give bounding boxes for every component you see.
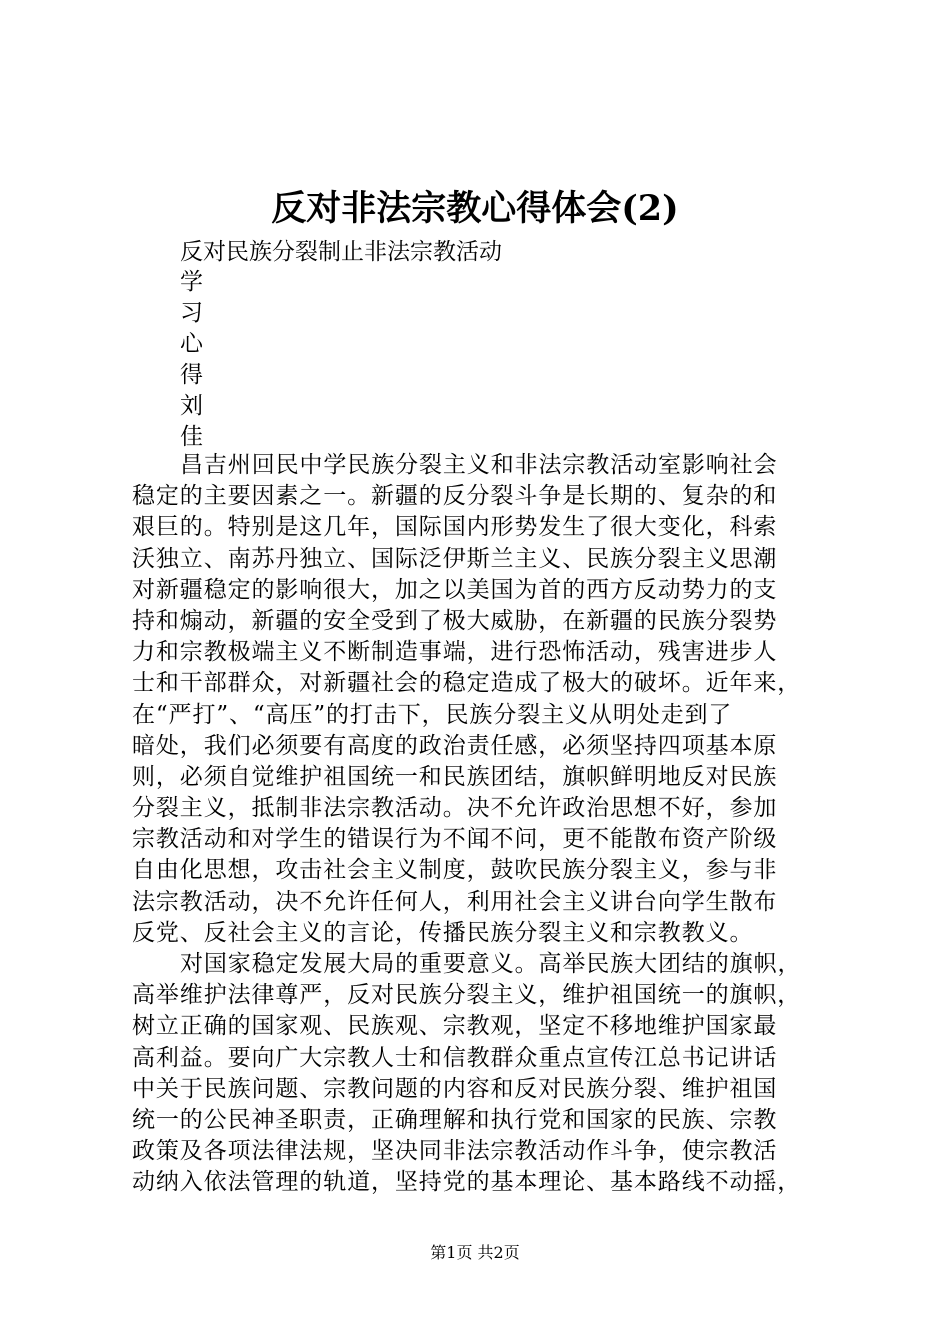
text-line: 高利益。要向广大宗教人士和信教群众重点宣传江总书记讲话 (132, 1044, 778, 1071)
vertical-char: 得 (180, 362, 203, 388)
text-line: 则，必须自觉维护祖国统一和民族团结，旗帜鲜明地反对民族 (132, 763, 778, 790)
paragraph-1 (132, 450, 832, 949)
text-line: 分裂主义，抵制非法宗教活动。决不允许政治思想不好，参加 (132, 795, 778, 822)
text-line: 稳定的主要因素之一。新疆的反分裂斗争是长期的、复杂的和 (132, 483, 778, 510)
text-line: 统一的公民神圣职责，正确理解和执行党和国家的民族、宗教 (132, 1106, 778, 1133)
vertical-author-block (180, 267, 210, 453)
text-line: 中关于民族问题、宗教问题的内容和反对民族分裂、维护祖国 (132, 1075, 778, 1102)
text-line: 持和煽动，新疆的安全受到了极大威胁，在新疆的民族分裂势 (132, 607, 778, 634)
text-line: 反党、反社会主义的言论，传播民族分裂主义和宗教教义。 (132, 919, 754, 946)
text-line: 沃独立、南苏丹独立、国际泛伊斯兰主义、民族分裂主义思潮 (132, 545, 778, 572)
vertical-char: 心 (180, 331, 203, 357)
text-line: 艰巨的。特别是这几年，国际国内形势发生了很大变化，科索 (132, 514, 778, 541)
vertical-char: 佳 (180, 424, 203, 450)
document-subtitle: 反对民族分裂制止非法宗教活动 (180, 239, 502, 265)
text-line: 对国家稳定发展大局的重要意义。高举民族大团结的旗帜， (180, 951, 802, 977)
paragraph-2 (132, 949, 832, 1199)
document-title: 反对非法宗教心得体会(2) (271, 188, 679, 229)
text-line: 昌吉州回民中学民族分裂主义和非法宗教活动室影响社会 (180, 452, 778, 478)
document-body (132, 450, 832, 1199)
text-line: 在“严打”、“高压”的打击下，民族分裂主义从明处走到了 (132, 701, 733, 728)
vertical-char: 习 (180, 300, 203, 326)
text-line: 高举维护法律尊严，反对民族分裂主义，维护祖国统一的旗帜， (132, 982, 802, 1009)
text-line: 法宗教活动，决不允许任何人，利用社会主义讲台向学生散布 (132, 888, 778, 915)
text-line: 树立正确的国家观、民族观、宗教观，坚定不移地维护国家最 (132, 1013, 778, 1040)
text-line: 力和宗教极端主义不断制造事端，进行恐怖活动，残害进步人 (132, 639, 778, 666)
text-line: 对新疆稳定的影响很大，加之以美国为首的西方反动势力的支 (132, 576, 778, 603)
text-line: 士和干部群众，对新疆社会的稳定造成了极大的破坏。近年来， (132, 670, 802, 697)
text-line: 暗处，我们必须要有高度的政治责任感，必须坚持四项基本原 (132, 732, 778, 759)
text-line: 宗教活动和对学生的错误行为不闻不问，更不能散布资产阶级 (132, 826, 778, 853)
vertical-char: 刘 (180, 393, 203, 419)
text-line: 动纳入依法管理的轨道，坚持党的基本理论、基本路线不动摇， (132, 1169, 802, 1196)
text-line: 政策及各项法律法规，坚决同非法宗教活动作斗争，使宗教活 (132, 1138, 778, 1165)
vertical-char: 学 (180, 269, 203, 295)
text-line: 自由化思想，攻击社会主义制度，鼓吹民族分裂主义，参与非 (132, 857, 778, 884)
page-number-footer: 第1页 共2页 (430, 1243, 520, 1262)
